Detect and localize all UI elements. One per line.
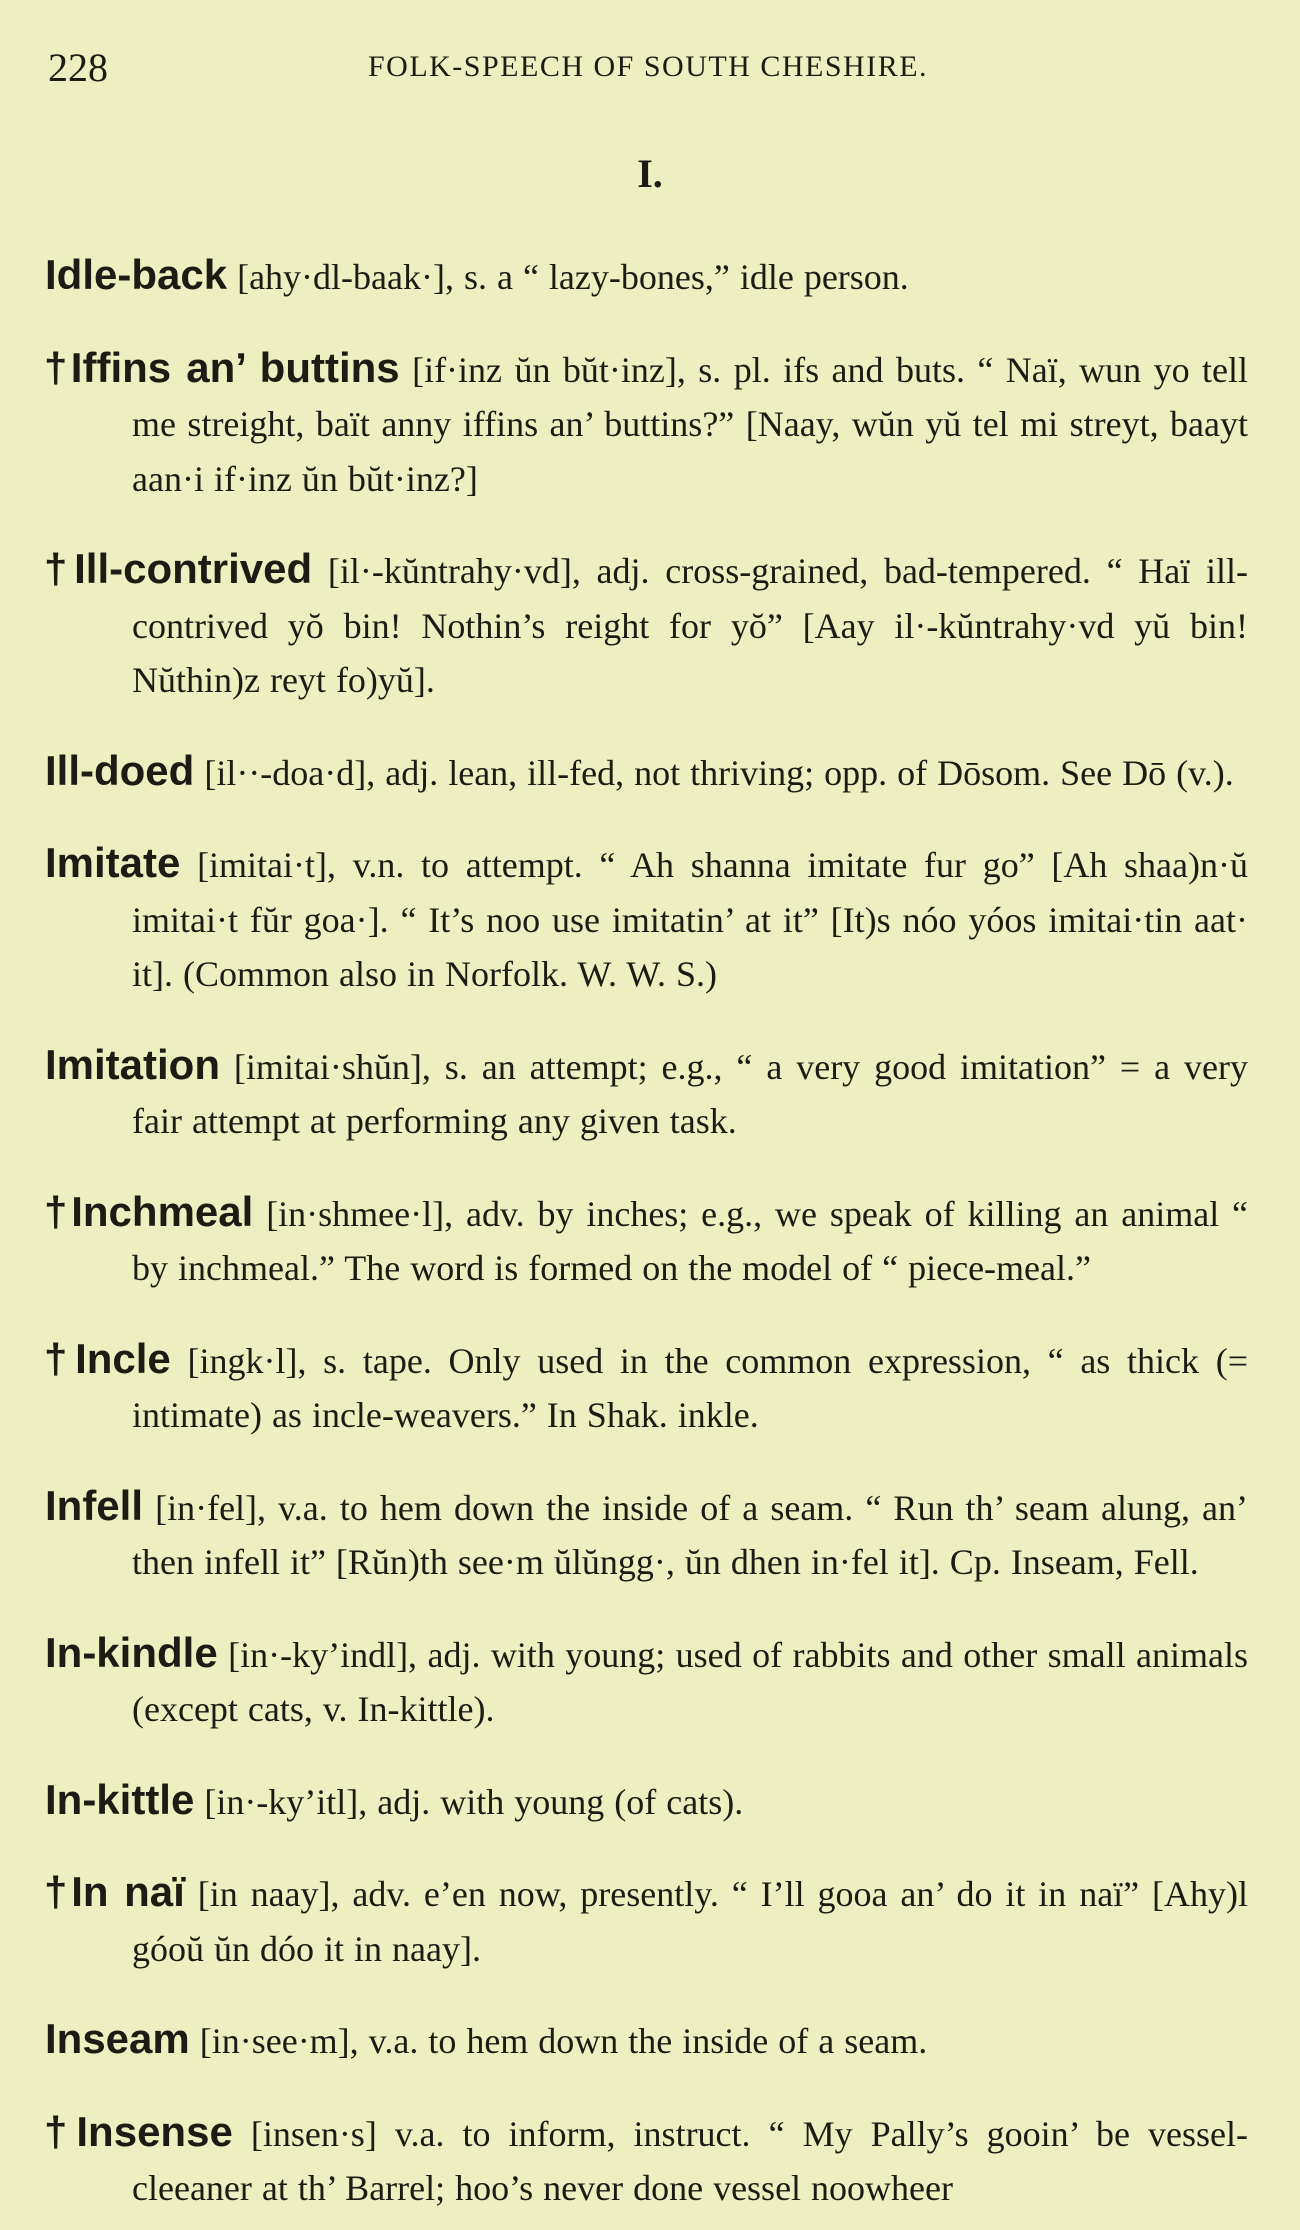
headword: Inchmeal (71, 1187, 254, 1235)
dictionary-entry (44, 1332, 1248, 1443)
headword: Ill-contrived (74, 545, 313, 592)
dictionary-entries (44, 212, 1248, 2230)
entry-body: [il·-kŭntrahy·vd], adj. cross-grained, bad-tempered. “ Haï ill-contrived yŏ bin! Nothin’s reight for yŏ” [Aay il·-kŭntrahy·vd yŭ bin! Nŭthin)z reyt fo)yŭ]. (132, 551, 1249, 700)
dictionary-entry (44, 2012, 1248, 2069)
entry-body: [in·-ky’itl], adj. with young (of cats). (204, 1781, 744, 1822)
headword: Inseam (45, 2015, 190, 2062)
headword: In-kindle (45, 1628, 218, 1676)
headword: Infell (45, 1481, 144, 1529)
dagger-mark: † (44, 1868, 71, 1915)
dictionary-entry (44, 1185, 1248, 1296)
page-header (48, 44, 1248, 94)
headword: Iffins an’ buttins (70, 343, 400, 391)
dagger-mark: † (44, 343, 70, 391)
dictionary-entry (44, 1479, 1248, 1590)
page-number: 228 (48, 45, 108, 90)
dictionary-entry (44, 341, 1248, 507)
entry-body: [insen·s] v.a. to inform, instruct. “ My Pally’s gooin’ be vessel-cleeaner at th’ Barrel; hoo’s never done vessel noowheer (132, 2113, 1248, 2208)
dictionary-entry (44, 1773, 1248, 1830)
entry-body: [ingk·l], s. tape. Only used in the common expression, “ as thick (= intimate) as incle-weavers.” In Shak. inkle. (132, 1340, 1248, 1435)
entry-body: [imitai·t], v.n. to attempt. “ Ah shanna imitate fur go” [Ah shaa)n·ŭ imitai·t fŭr goa·]. “ It’s noo use imitatin’ at it” [It)s nóo yóos imitai·tin aat· it]. (Common also in Norfolk. W. W. S.) (132, 845, 1248, 994)
dictionary-entry (44, 2105, 1248, 2216)
headword: In naï (71, 1868, 185, 1915)
headword: Imitation (45, 1040, 220, 1088)
headword: Incle (75, 1334, 171, 1382)
headword: Imitate (45, 839, 181, 886)
entry-body: [in naay], adv. e’en now, presently. “ I’ll gooa an’ do it in naï” [Ahy)l góoŭ ŭn dóo it in naay]. (132, 1874, 1249, 1969)
dagger-mark: † (44, 545, 74, 592)
dagger-mark: † (44, 1187, 71, 1235)
dagger-mark: † (44, 2107, 76, 2155)
section-letter: I. (637, 151, 663, 196)
dictionary-entry (44, 542, 1248, 708)
dictionary-entry (44, 1626, 1248, 1737)
entry-body: [in·fel], v.a. to hem down the inside of a seam. “ Run th’ seam alung, an’ then infell it” [Rŭn)th see·m ŭlŭngg·, ŭn dhen in·fel it]. Cp. Inseam, Fell. (132, 1487, 1248, 1582)
dictionary-entry (44, 744, 1248, 801)
headword: Insense (76, 2107, 233, 2155)
dictionary-entry (44, 836, 1248, 1002)
entry-body: [in·shmee·l], adv. by inches; e.g., we speak of killing an animal “ by inchmeal.” The word is formed on the model of “ piece-meal.” (132, 1193, 1249, 1288)
entry-body: [il··-doa·d], adj. lean, ill-fed, not thriving; opp. of Dōsom. See Dō (v.). (204, 752, 1234, 793)
headword: Ill-doed (45, 746, 195, 794)
entry-body: [if·inz ŭn bŭt·inz], s. pl. ifs and buts. “ Naï, wun yo tell me streight, baït anny iffins an’ buttins?” [Naay, wŭn yŭ tel mi streyt, baayt aan·i if·inz ŭn bŭt·inz?] (132, 349, 1249, 499)
headword: In-kittle (45, 1775, 195, 1823)
entry-body: [in·-ky’indl], adj. with young; used of rabbits and other small animals (except cats, v. In-kittle). (132, 1634, 1249, 1729)
running-head: FOLK-SPEECH OF SOUTH CHESHIRE. (367, 50, 929, 83)
dictionary-entry (44, 1038, 1248, 1149)
entry-body: [ahy·dl-baak·], s. a “ lazy-bones,” idle person. (237, 257, 909, 297)
dictionary-entry (44, 248, 1248, 305)
entry-body: [in·see·m], v.a. to hem down the inside of a seam. (199, 2021, 928, 2061)
headword: Idle-back (45, 251, 228, 298)
dagger-mark: † (44, 1334, 75, 1382)
entry-body: [imitai·shŭn], s. an attempt; e.g., “ a very good imitation” = a very fair attempt at performing any given task. (132, 1046, 1248, 1141)
dictionary-entry (44, 1865, 1248, 1976)
